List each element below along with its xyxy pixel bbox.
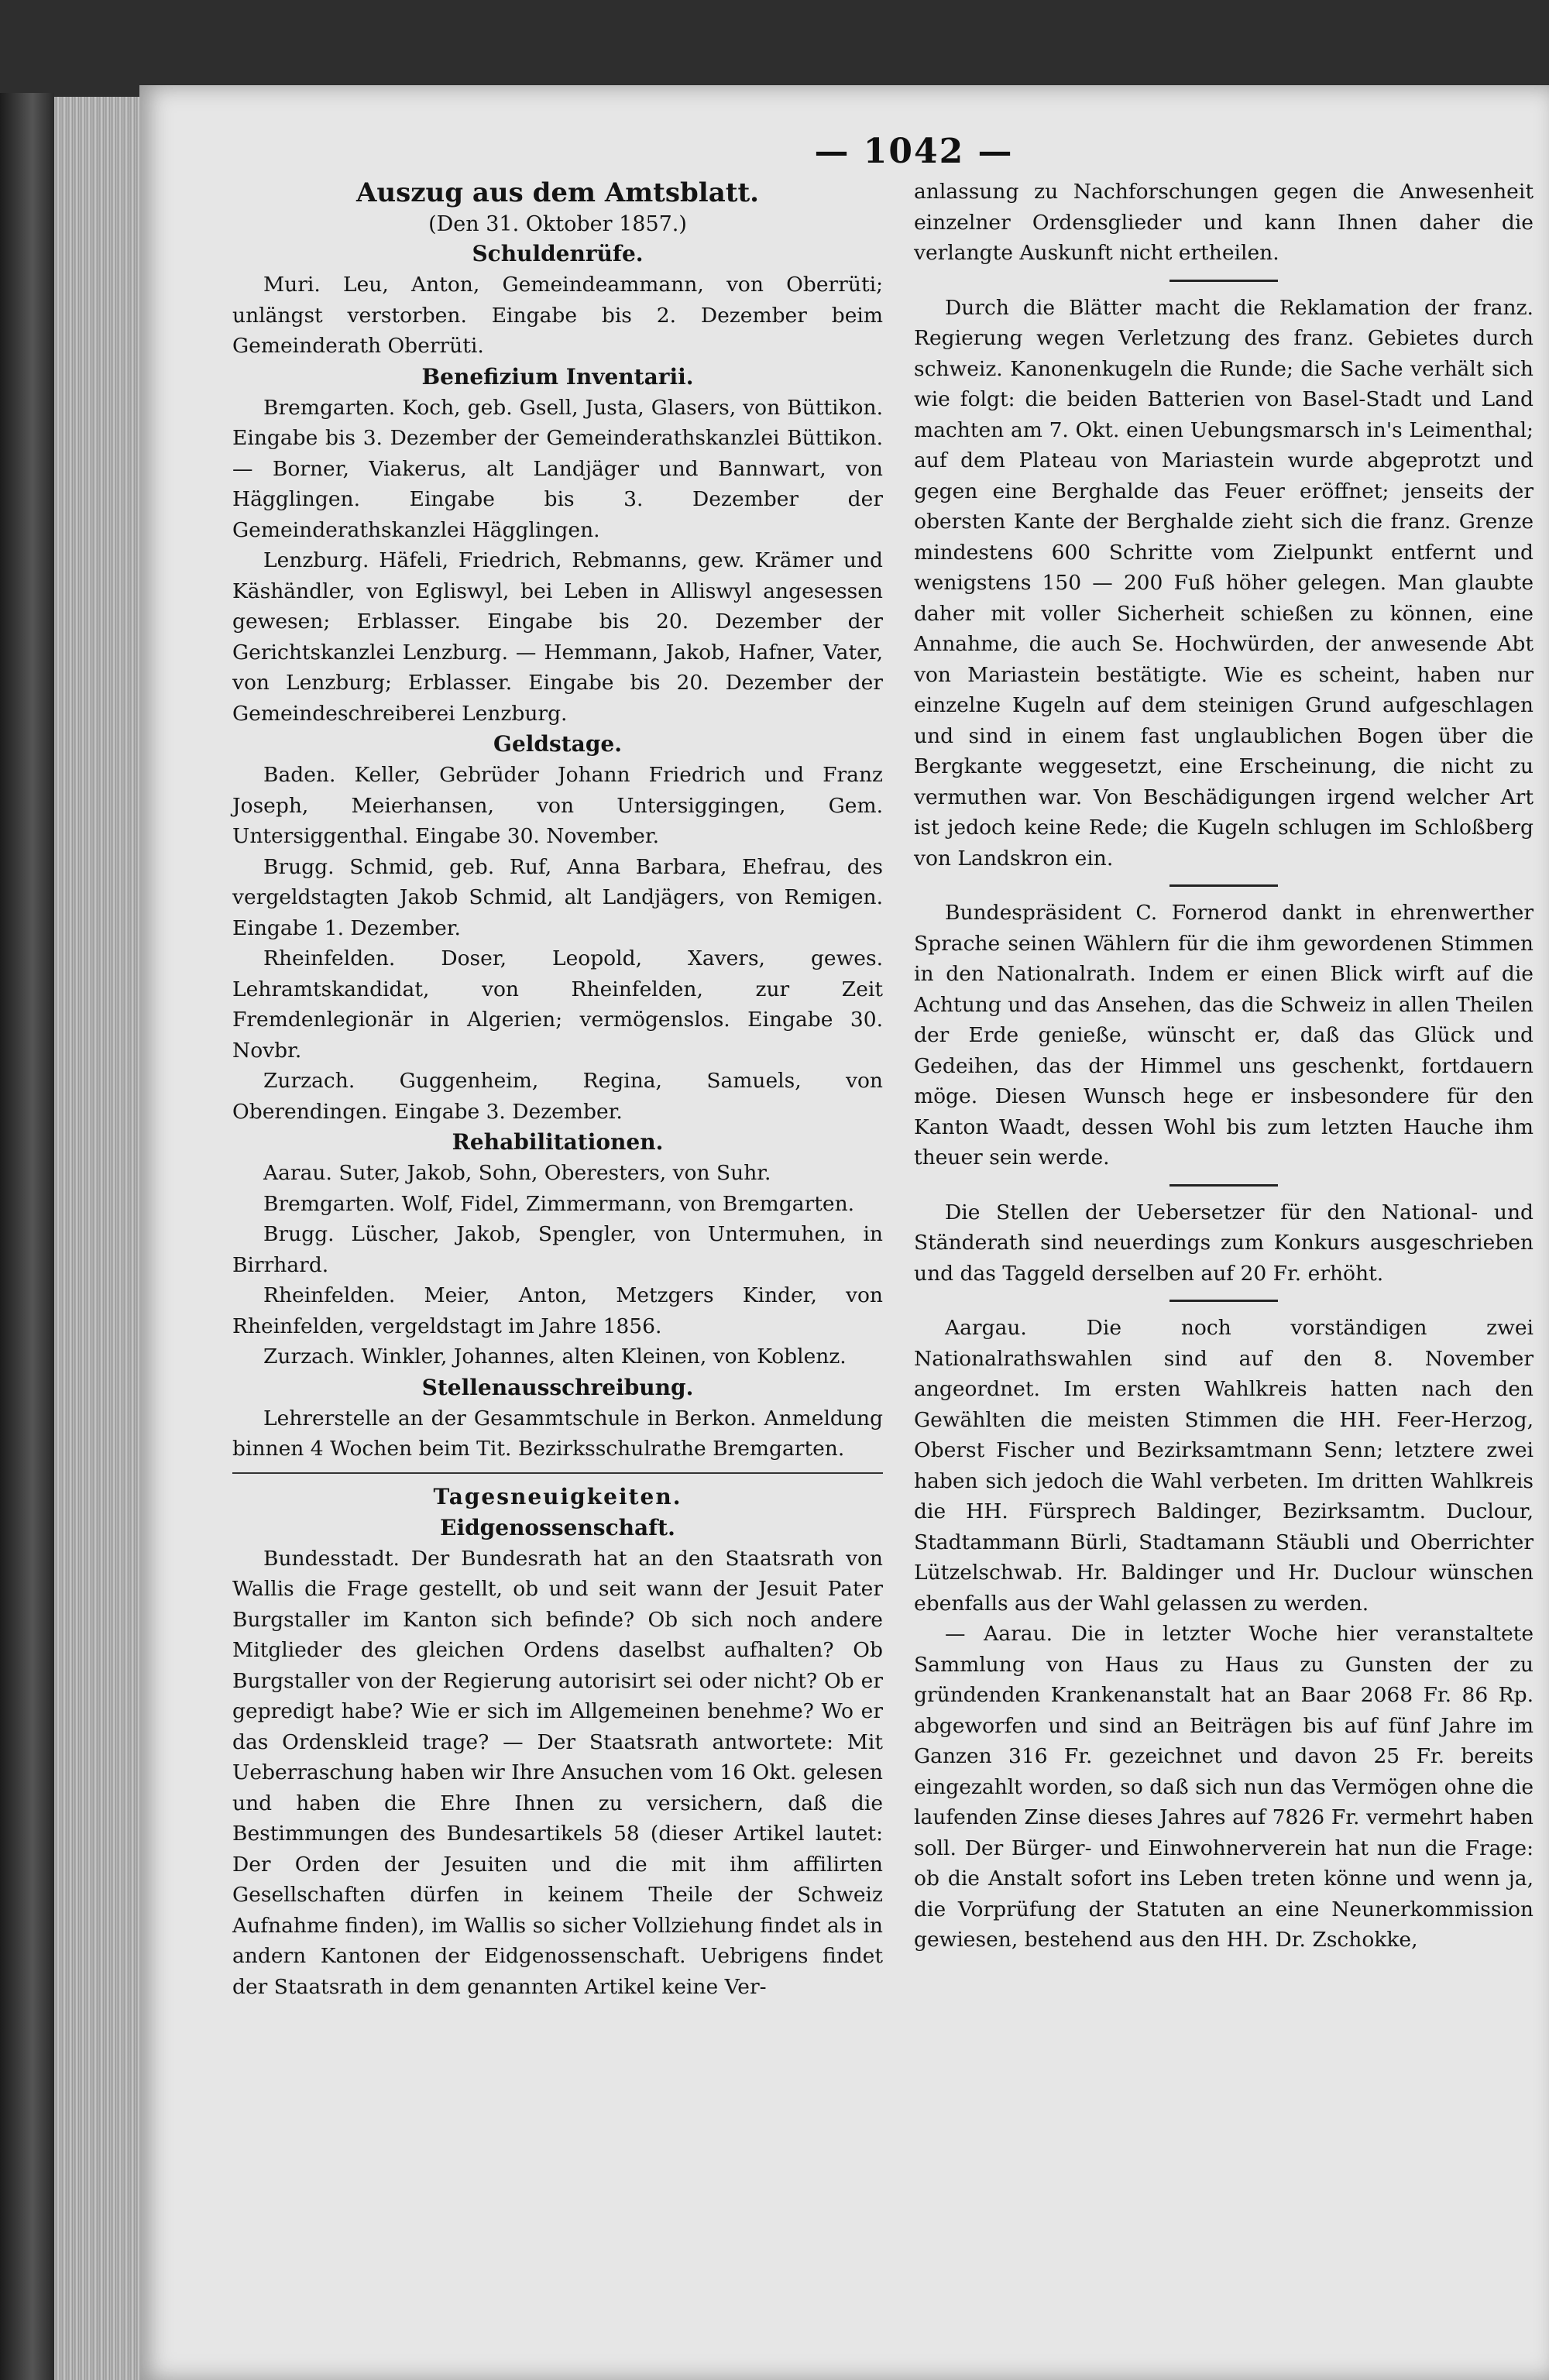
amtsblatt-date: (Den 31. Oktober 1857.) bbox=[428, 212, 687, 236]
article-divider bbox=[1169, 1300, 1278, 1302]
section-divider bbox=[232, 1472, 883, 1474]
article-uebersetzer: Die Stellen der Uebersetzer für den National- und Ständerath sind neuerdings zum Konkurs ausgeschrieben und das Taggeld derselben auf 20 Fr. erhöht. bbox=[914, 1200, 1534, 1286]
article-divider bbox=[1169, 280, 1278, 282]
heading-benefizium: Benefizium Inventarii. bbox=[421, 363, 694, 390]
heading-schuldenrufe: Schuldenrüfe. bbox=[472, 241, 644, 266]
entry-geldstag: Brugg. Schmid, geb. Ruf, Anna Barbara, Ehefrau, des vergeldstagten Jakob Schmid, alt Landjägers, von Remigen. Eingabe 1. Dezember. bbox=[232, 854, 883, 940]
article-bundesstadt: Bundesstadt. Der Bundesrath hat an den Staatsrath von Wallis die Frage gestellt, ob und seit wann der Jesuit Pater Burgstaller im Kanton sich befinde? Ob sich noch andere Mitglieder des gleichen Ordens daselbst aufhalten? Ob Burgstaller von der Regierung autorisirt sei oder nicht? Ob er gepredigt habe? Wie er sich im Allgemeinen benehme? Wo er das Ordenskleid trage? — Der Staatsrath antwortete: Mit Ueberraschung haben wir Ihre Ansuchen vom 16 Okt. gelesen und haben die Ehre Ihnen zu versichern, daß die Bestimmungen des Bundesartikels 58 (dieser Artikel lautet: Der Orden der Jesuiten und die mit ihm affilirten Gesellschaften dürfen in keinem Theile der Schweiz Aufnahme finden), im Wallis so sicher Vollziehung findet als in andern Kantonen der Eidgenossenschaft. Uebrigens findet der Staatsrath in dem genannten Artikel keine Ver- bbox=[232, 1546, 883, 1999]
page-number: — 1042 — bbox=[814, 132, 1014, 171]
section-heading-amtsblatt: Auszug aus dem Amtsblatt. bbox=[356, 177, 759, 208]
article-continuation: anlassung zu Nachforschungen gegen die Anwesenheit einzelner Ordensglieder und kann Ihnen daher die verlangte Auskunft nicht ertheilen. bbox=[914, 180, 1534, 265]
article-divider bbox=[1169, 1184, 1278, 1187]
article-fornerod: Bundespräsident C. Fornerod dankt in ehrenwerther Sprache seinen Wählern für die ihm gewordenen Stimmen in den Nationalrath. Indem er einen Blick wirft auf die Achtung und das Ansehen, das die Schweiz in allen Theilen der Erde genieße, wünscht er, daß das Glück und Gedeihen, das der Himmel uns geschenkt, fortdauern möge. Diesen Wunsch hege er insbesondere für den Kanton Waadt, dessen Wohl bis zum letzten Hauche ihm theuer sein werde. bbox=[914, 901, 1534, 1169]
heading-tagesneuigkeiten: Tagesneuigkeiten. bbox=[433, 1483, 682, 1509]
entry-geldstag: Rheinfelden. Doser, Leopold, Xavers, gewes. Lehramtskandidat, von Rheinfelden, zur Zeit Fremdenlegionär in Algerien; vermögenslos. Eingabe 30. Novbr. bbox=[232, 946, 883, 1063]
entry-rehabilitation: Bremgarten. Wolf, Fidel, Zimmermann, von Bremgarten. bbox=[263, 1191, 855, 1216]
newspaper-page bbox=[139, 85, 1549, 2380]
heading-stellenausschreibung: Stellenausschreibung. bbox=[421, 1374, 694, 1400]
article-aargau-wahlen: Aargau. Die noch vorständigen zwei Nationalrathswahlen sind auf den 8. November angeordnet. Im ersten Wahlkreis hatten nach den Gewählten die meisten Stimmen die HH. Feer-Herzog, Oberst Fischer und Bezirksamtmann Senn; letztere zwei haben sich jedoch die Wahl verbeten. Im dritten Wahlkreis die HH. Fürsprech Baldinger, Bezirksamtm. Duclour, Stadtammann Bürli, Stadtamann Stäubli und Oberrichter Lützelschwab. Hr. Baldinger und Hr. Duclour wünschen ebenfalls aus der Wahl gelassen zu werden. bbox=[914, 1316, 1534, 1616]
page-edges bbox=[54, 97, 139, 2380]
heading-geldstage: Geldstage. bbox=[493, 731, 622, 757]
entry-stelle: Lehrerstelle an der Gesammtschule in Berkon. Anmeldung binnen 4 Wochen beim Tit. Bezirksschulrathe Bremgarten. bbox=[232, 1406, 883, 1461]
entry-benefizium: Lenzburg. Häfeli, Friedrich, Rebmanns, gew. Krämer und Käshändler, von Egliswyl, bei Leben in Alliswyl angesessen gewesen; Erblasser. Eingabe bis 20. Dezember der Gerichtskanzlei Lenzburg. — Hemmann, Jakob, Hafner, Vater, von Lenzburg; Erblasser. Eingabe bis 20. Dezember der Gemeindeschreiberei Lenzburg. bbox=[232, 548, 883, 726]
entry-rehabilitation: Aarau. Suter, Jakob, Sohn, Oberesters, von Suhr. bbox=[263, 1161, 771, 1185]
entry-geldstag: Baden. Keller, Gebrüder Johann Friedrich und Franz Joseph, Meierhansen, von Untersiggingen, Gem. Untersiggenthal. Eingabe 30. November. bbox=[232, 763, 883, 848]
article-reklamation: Durch die Blätter macht die Reklamation der franz. Regierung wegen Verletzung des franz. Gebietes durch schweiz. Kanonenkugeln die Runde; die Sache verhält sich wie folgt: die beiden Batterien von Basel-Stadt und Land machten am 7. Okt. einen Uebungsmarsch in's Leimenthal; auf dem Plateau von Mariastein wurde abgeprotzt und gegen eine Berghalde das Feuer eröffnet; jenseits der obersten Kante der Berghalde zieht sich die franz. Grenze mindestens 600 Schritte vom Zielpunkt entfernt und wenigstens 150 — 200 Fuß höher gelegen. Man glaubte daher mit voller Sicherheit schießen zu können, eine Annahme, die auch Se. Hochwürden, der anwesende Abt von Mariastein bestätigte. Wie es scheint, haben nur einzelne Kugeln auf dem steinigen Grund aufgeschlagen und sind in einem fast unglaublichen Bogen über die Bergkante weggesetzt, eine Erscheinung, die nicht zu vermuthen war. Von Beschädigungen irgend welcher Art ist jedoch keine Rede; die Kugeln schlugen im Schloßberg von Landskron ein. bbox=[914, 295, 1534, 871]
entry-rehabilitation: Brugg. Lüscher, Jakob, Spengler, von Untermuhen, in Birrhard. bbox=[232, 1222, 883, 1277]
book-spine bbox=[0, 93, 54, 2380]
entry-schuldenruf: Muri. Leu, Anton, Gemeindeammann, von Oberrüti; unlängst verstorben. Eingabe bis 2. Dezember beim Gemeinderath Oberrüti. bbox=[232, 273, 883, 358]
left-column bbox=[232, 177, 883, 2002]
heading-eidgenossenschaft: Eidgenossenschaft. bbox=[440, 1514, 675, 1540]
entry-geldstag: Zurzach. Guggenheim, Regina, Samuels, von Oberendingen. Eingabe 3. Dezember. bbox=[232, 1069, 883, 1124]
entry-rehabilitation: Zurzach. Winkler, Johannes, alten Kleinen, von Koblenz. bbox=[263, 1345, 847, 1369]
article-divider bbox=[1169, 884, 1278, 887]
entry-benefizium: Bremgarten. Koch, geb. Gsell, Justa, Glasers, von Büttikon. Eingabe bis 3. Dezember der Gemeinderathskanzlei Büttikon. — Borner, Viakerus, alt Landjäger und Bannwart, von Hägglingen. Eingabe bis 3. Dezember der Gemeinderathskanzlei Hägglingen. bbox=[232, 395, 883, 542]
heading-rehabilitationen: Rehabilitationen. bbox=[452, 1129, 664, 1155]
right-column bbox=[914, 177, 1534, 1956]
entry-rehabilitation: Rheinfelden. Meier, Anton, Metzgers Kinder, von Rheinfelden, vergeldstagt im Jahre 1856. bbox=[232, 1283, 883, 1338]
article-aarau-sammlung: — Aarau. Die in letzter Woche hier veranstaltete Sammlung von Haus zu Haus zu Gunsten der zu gründenden Krankenanstalt hat an Baar 2068 Fr. 86 Rp. abgeworfen und sind an Beiträgen bis auf fünf Jahre im Ganzen 316 Fr. gezeichnet und davon 25 Fr. bereits eingezahlt worden, so daß sich nun das Vermögen ohne die laufenden Zinse dieses Jahres auf 7826 Fr. vermehrt haben soll. Der Bürger- und Einwohnerverein hat nun die Frage: ob die Anstalt sofort ins Leben treten könne und wenn ja, die Vorprüfung der Statuten an eine Neunerkommission gewiesen, bestehend aus den HH. Dr. Zschokke, bbox=[914, 1622, 1534, 1952]
